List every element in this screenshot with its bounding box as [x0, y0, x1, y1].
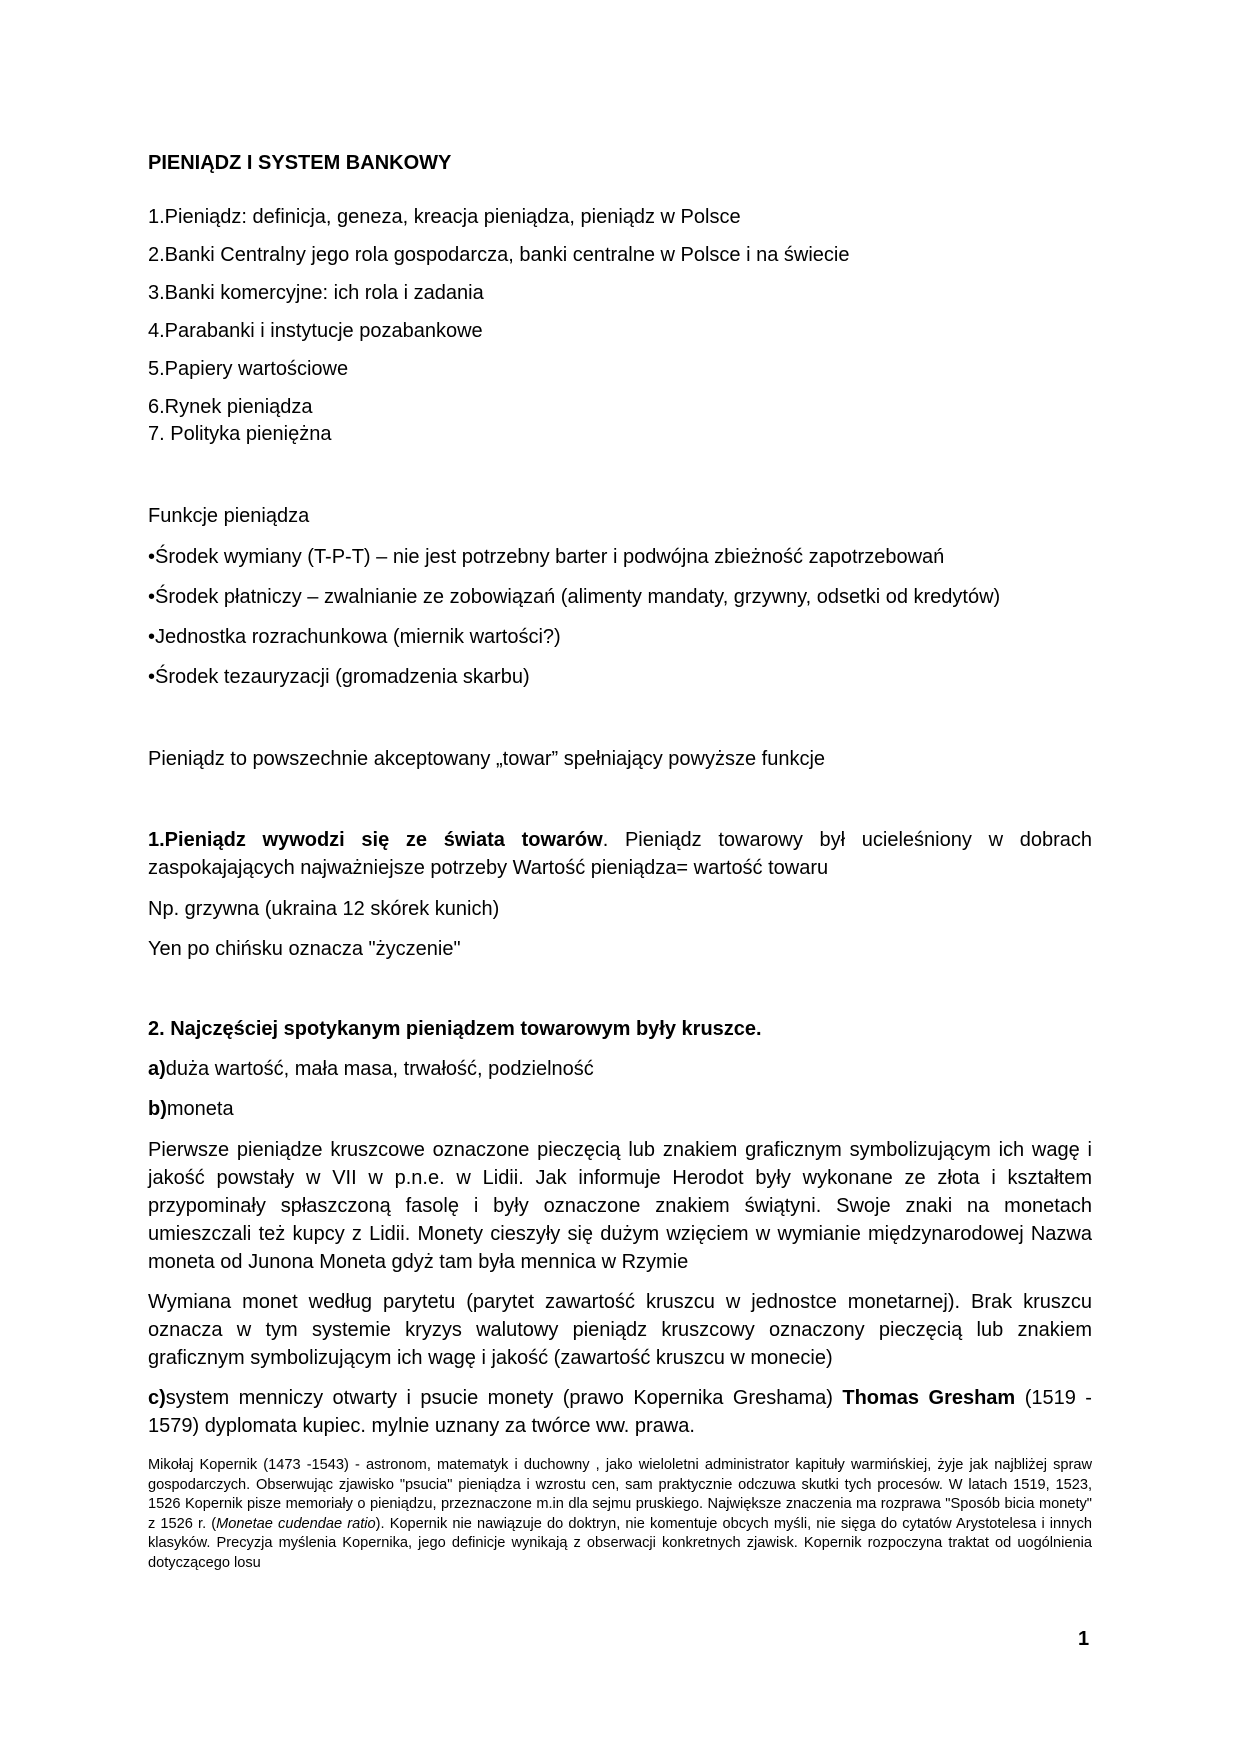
section2-heading-text: 2. Najczęściej spotykanym pieniądzem towarowym były kruszce.: [148, 1018, 762, 1040]
item-b-text: moneta: [166, 1098, 234, 1120]
money-definition: Pieniądz to powszechnie akceptowany „towar” spełniający powyższe funkcje: [148, 748, 826, 770]
item-c-label: c): [148, 1387, 166, 1409]
toc-item-4: 4.Parabanki i instytucje pozabankowe: [148, 320, 483, 342]
toc-item-7: 7. Polityka pieniężna: [148, 423, 332, 445]
section1-bold: 1.Pieniądz wywodzi się ze świata towarów: [148, 829, 603, 851]
item-c-bold: Thomas Gresham: [842, 1387, 1016, 1409]
item-c-text-1: system menniczy otwarty i psucie monety (prawo Kopernika Greshama): [165, 1387, 843, 1409]
coins-paragraph: Pierwsze pieniądze kruszcowe oznaczone pieczęcią lub znakiem graficznym symbolizującym ich wagę i jakość powstały w VII w p.n.e. w Lidii. Jak informuje Herodot były wykonane ze złota i kształtem przypominały spłaszczoną fasolę i były oznaczone znakiem świątyni. Swoje znaki na monetach umieszczali też kupcy z Lidii. Monety cieszyły się dużym wzięciem w wymianie międzynarodowej Nazwa moneta od Junona Moneta gdyż tam była mennica w Rzymie: [148, 1139, 1092, 1273]
functions-heading: Funkcje pieniądza: [148, 505, 310, 527]
section1-example-2: Yen po chińsku oznacza "życzenie": [148, 938, 461, 960]
toc-item-6: 6.Rynek pieniądza: [148, 396, 313, 418]
item-c-text-2: (1519 - 1579) dyplomata kupiec. mylnie uznany za twórce ww. prawa.: [148, 1387, 1092, 1437]
section2-heading: [148, 1016, 762, 1042]
section2-item-c: [148, 1384, 1092, 1440]
item-b-label: b): [148, 1098, 167, 1120]
toc-item-5: 5.Papiery wartościowe: [148, 358, 349, 380]
function-item-3: •Jednostka rozrachunkowa (miernik wartości?): [148, 626, 561, 648]
function-item-4: •Środek tezauryzacji (gromadzenia skarbu): [148, 666, 530, 688]
section1-paragraph: [148, 826, 1092, 882]
item-a-label: a): [148, 1058, 166, 1080]
section1-example-1: Np. grzywna (ukraina 12 skórek kunich): [148, 898, 500, 920]
footnote-part-1: Mikołaj Kopernik (1473 -1543) - astronom, matematyk i duchowny , jako wieloletni administrator kapituły warmińskiej, żyje jak najbliżej spraw gospodarczych. Obserwując zjawisko "psucia" pieniądza i wzrostu cen, sam praktycznie odczuwa skutki tych procesów. W latach 1519, 1523, 1526 Kopernik pisze memoriały o pieniądzu, przeznaczone m.in dla sejmu pruskiego. Największe znaczenia ma rozprawa "Sposób bicia monety" z 1526 r. (: [148, 1457, 1092, 1532]
section2-item-b: [148, 1096, 234, 1122]
document-title: PIENIĄDZ I SYSTEM BANKOWY: [148, 152, 452, 174]
toc-item-2: 2.Banki Centralny jego rola gospodarcza, banki centralne w Polsce i na świecie: [148, 244, 850, 266]
parity-paragraph: Wymiana monet według parytetu (parytet zawartość kruszcu w jednostce monetarnej). Brak kruszcu oznacza w tym systemie kryzys walutowy pieniądz kruszcowy oznaczony pieczęcią lub znakiem graficznym symbolizującym ich wagę i jakość (zawartość kruszcu w monecie): [148, 1291, 1092, 1369]
toc-item-1: 1.Pieniądz: definicja, geneza, kreacja pieniądza, pieniądz w Polsce: [148, 206, 741, 228]
section2-item-a: [148, 1056, 594, 1082]
function-item-1: •Środek wymiany (T-P-T) – nie jest potrzebny barter i podwójna zbieżność zapotrzebowań: [148, 546, 945, 568]
item-a-text: duża wartość, mała masa, trwałość, podzielność: [165, 1058, 594, 1080]
footnote-part-2: ). Kopernik nie nawiązuje do doktryn, nie komentuje obcych myśli, nie sięga do cytatów Arystotelesa i innych klasyków. Precyzja myślenia Kopernika, jego definicje wynikają z obserwacji konkretnych zjawisk. Kopernik rozpoczyna traktat od uogólnienia dotyczącego losu: [148, 1515, 1092, 1571]
page-number: 1: [1078, 1628, 1090, 1650]
footnote-italic: Monetae cudendae ratio: [216, 1515, 376, 1532]
copernicus-footnote: [148, 1456, 1092, 1573]
section1-text: . Pieniądz towarowy był ucieleśniony w dobrach zaspokajających najważniejsze potrzeby Wartość pieniądza= wartość towaru: [148, 829, 1092, 879]
function-item-2: •Środek płatniczy – zwalnianie ze zobowiązań (alimenty mandaty, grzywny, odsetki od kredytów): [148, 586, 1001, 608]
toc-item-3: 3.Banki komercyjne: ich rola i zadania: [148, 282, 484, 304]
